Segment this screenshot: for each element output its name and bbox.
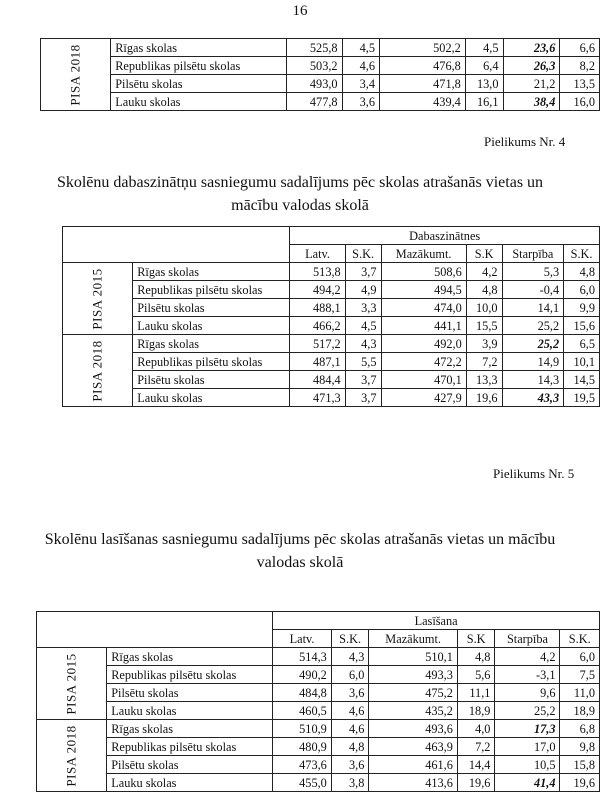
latvian-score-cell: 477,8	[287, 93, 342, 111]
latvian-se-cell: 3,6	[331, 684, 369, 702]
difference-cell: -0,4	[502, 281, 564, 299]
school-type-cell: Republikas pilsētu skolas	[133, 353, 290, 371]
annex-5-title-line-1: Skolēnu lasīšanas sasniegumu sadalījums pēc skolas atrašanās vietas un mācību	[44, 531, 556, 548]
difference-cell: 25,2	[495, 702, 560, 720]
latvian-score-cell: 510,9	[273, 720, 332, 738]
year-group-label: PISA 2015	[63, 263, 133, 335]
minority-score-cell: 502,2	[379, 39, 465, 57]
difference-se-cell: 9,8	[560, 738, 600, 756]
difference-se-cell: 10,1	[564, 353, 600, 371]
latvian-score-cell: 487,1	[290, 353, 345, 371]
column-header: S.K.	[345, 245, 381, 263]
annex-5-label: Pielikums Nr. 5	[493, 466, 575, 481]
subject-header: Lasīšana	[273, 612, 600, 630]
latvian-score-cell: 484,8	[273, 684, 332, 702]
latvian-se-cell: 4,6	[342, 57, 379, 75]
school-type-cell: Lauku skolas	[133, 317, 290, 335]
latvian-se-cell: 3,7	[345, 389, 381, 407]
latvian-se-cell: 4,6	[331, 720, 369, 738]
latvian-score-cell: 455,0	[273, 774, 332, 792]
latvian-score-cell: 494,2	[290, 281, 345, 299]
difference-cell: 5,3	[502, 263, 564, 281]
latvian-score-cell: 466,2	[290, 317, 345, 335]
science-results-table	[62, 226, 600, 407]
difference-cell: 25,2	[502, 335, 564, 353]
minority-score-cell: 493,3	[369, 666, 458, 684]
difference-cell: 14,1	[502, 299, 564, 317]
latvian-score-cell: 480,9	[273, 738, 332, 756]
column-header: Starpība	[495, 630, 560, 648]
column-header: Latv.	[273, 630, 332, 648]
school-type-cell: Republikas pilsētu skolas	[133, 281, 290, 299]
difference-se-cell: 19,5	[564, 389, 600, 407]
latvian-score-cell: 525,8	[287, 39, 342, 57]
annex-4-title-line-1: Skolēnu dabaszinātņu sasniegumu sadalījums pēc skolas atrašanās vietas un	[56, 174, 544, 191]
school-type-cell: Rīgas skolas	[133, 263, 290, 281]
column-header: Mazākumt.	[381, 245, 466, 263]
minority-score-cell: 472,2	[381, 353, 466, 371]
minority-se-cell: 4,2	[466, 263, 502, 281]
minority-se-cell: 7,2	[457, 738, 495, 756]
minority-score-cell: 441,1	[381, 317, 466, 335]
difference-se-cell: 11,0	[560, 684, 600, 702]
difference-se-cell: 19,6	[560, 774, 600, 792]
table-row	[63, 335, 600, 353]
difference-se-cell: 14,5	[564, 371, 600, 389]
latvian-score-cell: 503,2	[287, 57, 342, 75]
difference-cell: 26,3	[503, 57, 560, 75]
table-row	[63, 317, 600, 335]
difference-cell: 43,3	[502, 389, 564, 407]
latvian-se-cell: 3,8	[331, 774, 369, 792]
difference-cell: -3,1	[495, 666, 560, 684]
difference-se-cell: 16,0	[560, 93, 600, 111]
school-type-cell: Pilsētu skolas	[107, 756, 273, 774]
latvian-se-cell: 6,0	[331, 666, 369, 684]
table-row	[37, 738, 600, 756]
difference-se-cell: 18,9	[560, 702, 600, 720]
minority-score-cell: 492,0	[381, 335, 466, 353]
minority-score-cell: 475,2	[369, 684, 458, 702]
year-group-label: PISA 2018	[41, 39, 111, 111]
column-header: Starpība	[502, 245, 564, 263]
minority-score-cell: 439,4	[379, 93, 465, 111]
latvian-se-cell: 4,5	[342, 39, 379, 57]
difference-cell: 17,0	[495, 738, 560, 756]
table-row	[37, 702, 600, 720]
table-row	[63, 263, 600, 281]
difference-se-cell: 15,6	[564, 317, 600, 335]
latvian-score-cell: 471,3	[290, 389, 345, 407]
table-row	[63, 281, 600, 299]
difference-cell: 38,4	[503, 93, 560, 111]
latvian-se-cell: 3,3	[345, 299, 381, 317]
school-type-cell: Pilsētu skolas	[107, 684, 273, 702]
minority-score-cell: 494,5	[381, 281, 466, 299]
minority-se-cell: 5,6	[457, 666, 495, 684]
minority-score-cell: 508,6	[381, 263, 466, 281]
minority-se-cell: 15,5	[466, 317, 502, 335]
table-row	[63, 299, 600, 317]
minority-score-cell: 413,6	[369, 774, 458, 792]
minority-score-cell: 470,1	[381, 371, 466, 389]
latvian-score-cell: 493,0	[287, 75, 342, 93]
minority-score-cell: 474,0	[381, 299, 466, 317]
latvian-se-cell: 4,6	[331, 702, 369, 720]
latvian-score-cell: 460,5	[273, 702, 332, 720]
latvian-score-cell: 484,4	[290, 371, 345, 389]
table-row	[37, 648, 600, 666]
annex-5-title	[40, 528, 560, 574]
difference-cell: 4,2	[495, 648, 560, 666]
school-type-cell: Republikas pilsētu skolas	[111, 57, 287, 75]
difference-se-cell: 6,0	[560, 648, 600, 666]
minority-score-cell: 471,8	[379, 75, 465, 93]
latvian-se-cell: 3,6	[342, 93, 379, 111]
minority-score-cell: 461,6	[369, 756, 458, 774]
school-type-cell: Lauku skolas	[107, 774, 273, 792]
minority-score-cell: 510,1	[369, 648, 458, 666]
school-type-cell: Lauku skolas	[111, 93, 287, 111]
latvian-se-cell: 4,9	[345, 281, 381, 299]
school-type-cell: Lauku skolas	[107, 702, 273, 720]
latvian-score-cell: 473,6	[273, 756, 332, 774]
corner-cell	[63, 227, 290, 263]
difference-se-cell: 6,5	[564, 335, 600, 353]
table-row	[41, 93, 600, 111]
difference-se-cell: 4,8	[564, 263, 600, 281]
year-group-label: PISA 2018	[63, 335, 133, 407]
latvian-score-cell: 488,1	[290, 299, 345, 317]
latvian-se-cell: 4,5	[345, 317, 381, 335]
annex-5-title-line-2: valodas skolā	[256, 554, 344, 571]
subject-header-row	[37, 612, 600, 630]
school-type-cell: Rīgas skolas	[111, 39, 287, 57]
minority-se-cell: 7,2	[466, 353, 502, 371]
difference-se-cell: 13,5	[560, 75, 600, 93]
year-group-label: PISA 2015	[37, 648, 107, 720]
table-row	[41, 39, 600, 57]
difference-se-cell: 6,8	[560, 720, 600, 738]
table-row	[63, 389, 600, 407]
difference-se-cell: 8,2	[560, 57, 600, 75]
school-type-cell: Rīgas skolas	[133, 335, 290, 353]
difference-se-cell: 9,9	[564, 299, 600, 317]
latvian-se-cell: 3,7	[345, 371, 381, 389]
table-row	[37, 756, 600, 774]
difference-cell: 10,5	[495, 756, 560, 774]
difference-cell: 21,2	[503, 75, 560, 93]
minority-se-cell: 16,1	[465, 93, 503, 111]
minority-se-cell: 10,0	[466, 299, 502, 317]
minority-se-cell: 4,5	[465, 39, 503, 57]
difference-cell: 23,6	[503, 39, 560, 57]
minority-score-cell: 435,2	[369, 702, 458, 720]
table-row	[63, 371, 600, 389]
table-row	[41, 75, 600, 93]
table-row	[63, 353, 600, 371]
difference-se-cell: 6,0	[564, 281, 600, 299]
minority-score-cell: 427,9	[381, 389, 466, 407]
reading-results-table	[36, 611, 600, 792]
latvian-se-cell: 5,5	[345, 353, 381, 371]
table-row	[37, 774, 600, 792]
latvian-score-cell: 517,2	[290, 335, 345, 353]
annex-4-label: Pielikums Nr. 4	[484, 134, 566, 149]
year-group-label: PISA 2018	[37, 720, 107, 792]
table-row	[37, 720, 600, 738]
minority-se-cell: 6,4	[465, 57, 503, 75]
school-type-cell: Pilsētu skolas	[133, 299, 290, 317]
column-header: S.K	[466, 245, 502, 263]
difference-cell: 25,2	[502, 317, 564, 335]
latvian-se-cell: 4,8	[331, 738, 369, 756]
column-header: S.K	[457, 630, 495, 648]
table-row	[37, 684, 600, 702]
school-type-cell: Republikas pilsētu skolas	[107, 666, 273, 684]
annex-4-title	[40, 171, 560, 217]
minority-score-cell: 463,9	[369, 738, 458, 756]
school-type-cell: Pilsētu skolas	[133, 371, 290, 389]
page-number: 16	[292, 3, 308, 19]
corner-cell	[37, 612, 273, 648]
latvian-se-cell: 3,6	[331, 756, 369, 774]
minority-se-cell: 13,3	[466, 371, 502, 389]
subject-header: Dabaszinātnes	[290, 227, 600, 245]
difference-se-cell: 6,6	[560, 39, 600, 57]
minority-se-cell: 3,9	[466, 335, 502, 353]
column-header: Mazākumt.	[369, 630, 458, 648]
latvian-se-cell: 3,7	[345, 263, 381, 281]
latvian-score-cell: 490,2	[273, 666, 332, 684]
top-results-table	[40, 38, 600, 111]
minority-se-cell: 4,8	[457, 648, 495, 666]
minority-se-cell: 4,0	[457, 720, 495, 738]
latvian-se-cell: 4,3	[345, 335, 381, 353]
minority-se-cell: 13,0	[465, 75, 503, 93]
difference-se-cell: 15,8	[560, 756, 600, 774]
school-type-cell: Rīgas skolas	[107, 648, 273, 666]
column-header: Latv.	[290, 245, 345, 263]
table-row	[37, 666, 600, 684]
minority-se-cell: 4,8	[466, 281, 502, 299]
difference-cell: 14,3	[502, 371, 564, 389]
minority-se-cell: 19,6	[466, 389, 502, 407]
latvian-score-cell: 514,3	[273, 648, 332, 666]
column-header: S.K.	[331, 630, 369, 648]
difference-se-cell: 7,5	[560, 666, 600, 684]
latvian-se-cell: 3,4	[342, 75, 379, 93]
difference-cell: 14,9	[502, 353, 564, 371]
latvian-se-cell: 4,3	[331, 648, 369, 666]
minority-se-cell: 19,6	[457, 774, 495, 792]
minority-score-cell: 493,6	[369, 720, 458, 738]
table-row	[41, 57, 600, 75]
latvian-score-cell: 513,8	[290, 263, 345, 281]
subject-header-row	[63, 227, 600, 245]
difference-cell: 17,3	[495, 720, 560, 738]
difference-cell: 9,6	[495, 684, 560, 702]
minority-se-cell: 14,4	[457, 756, 495, 774]
minority-se-cell: 18,9	[457, 702, 495, 720]
school-type-cell: Lauku skolas	[133, 389, 290, 407]
school-type-cell: Rīgas skolas	[107, 720, 273, 738]
minority-se-cell: 11,1	[457, 684, 495, 702]
column-header: S.K.	[560, 630, 600, 648]
school-type-cell: Pilsētu skolas	[111, 75, 287, 93]
school-type-cell: Republikas pilsētu skolas	[107, 738, 273, 756]
minority-score-cell: 476,8	[379, 57, 465, 75]
difference-cell: 41,4	[495, 774, 560, 792]
column-header: S.K.	[564, 245, 600, 263]
annex-4-title-line-2: mācību valodas skolā	[231, 197, 369, 214]
